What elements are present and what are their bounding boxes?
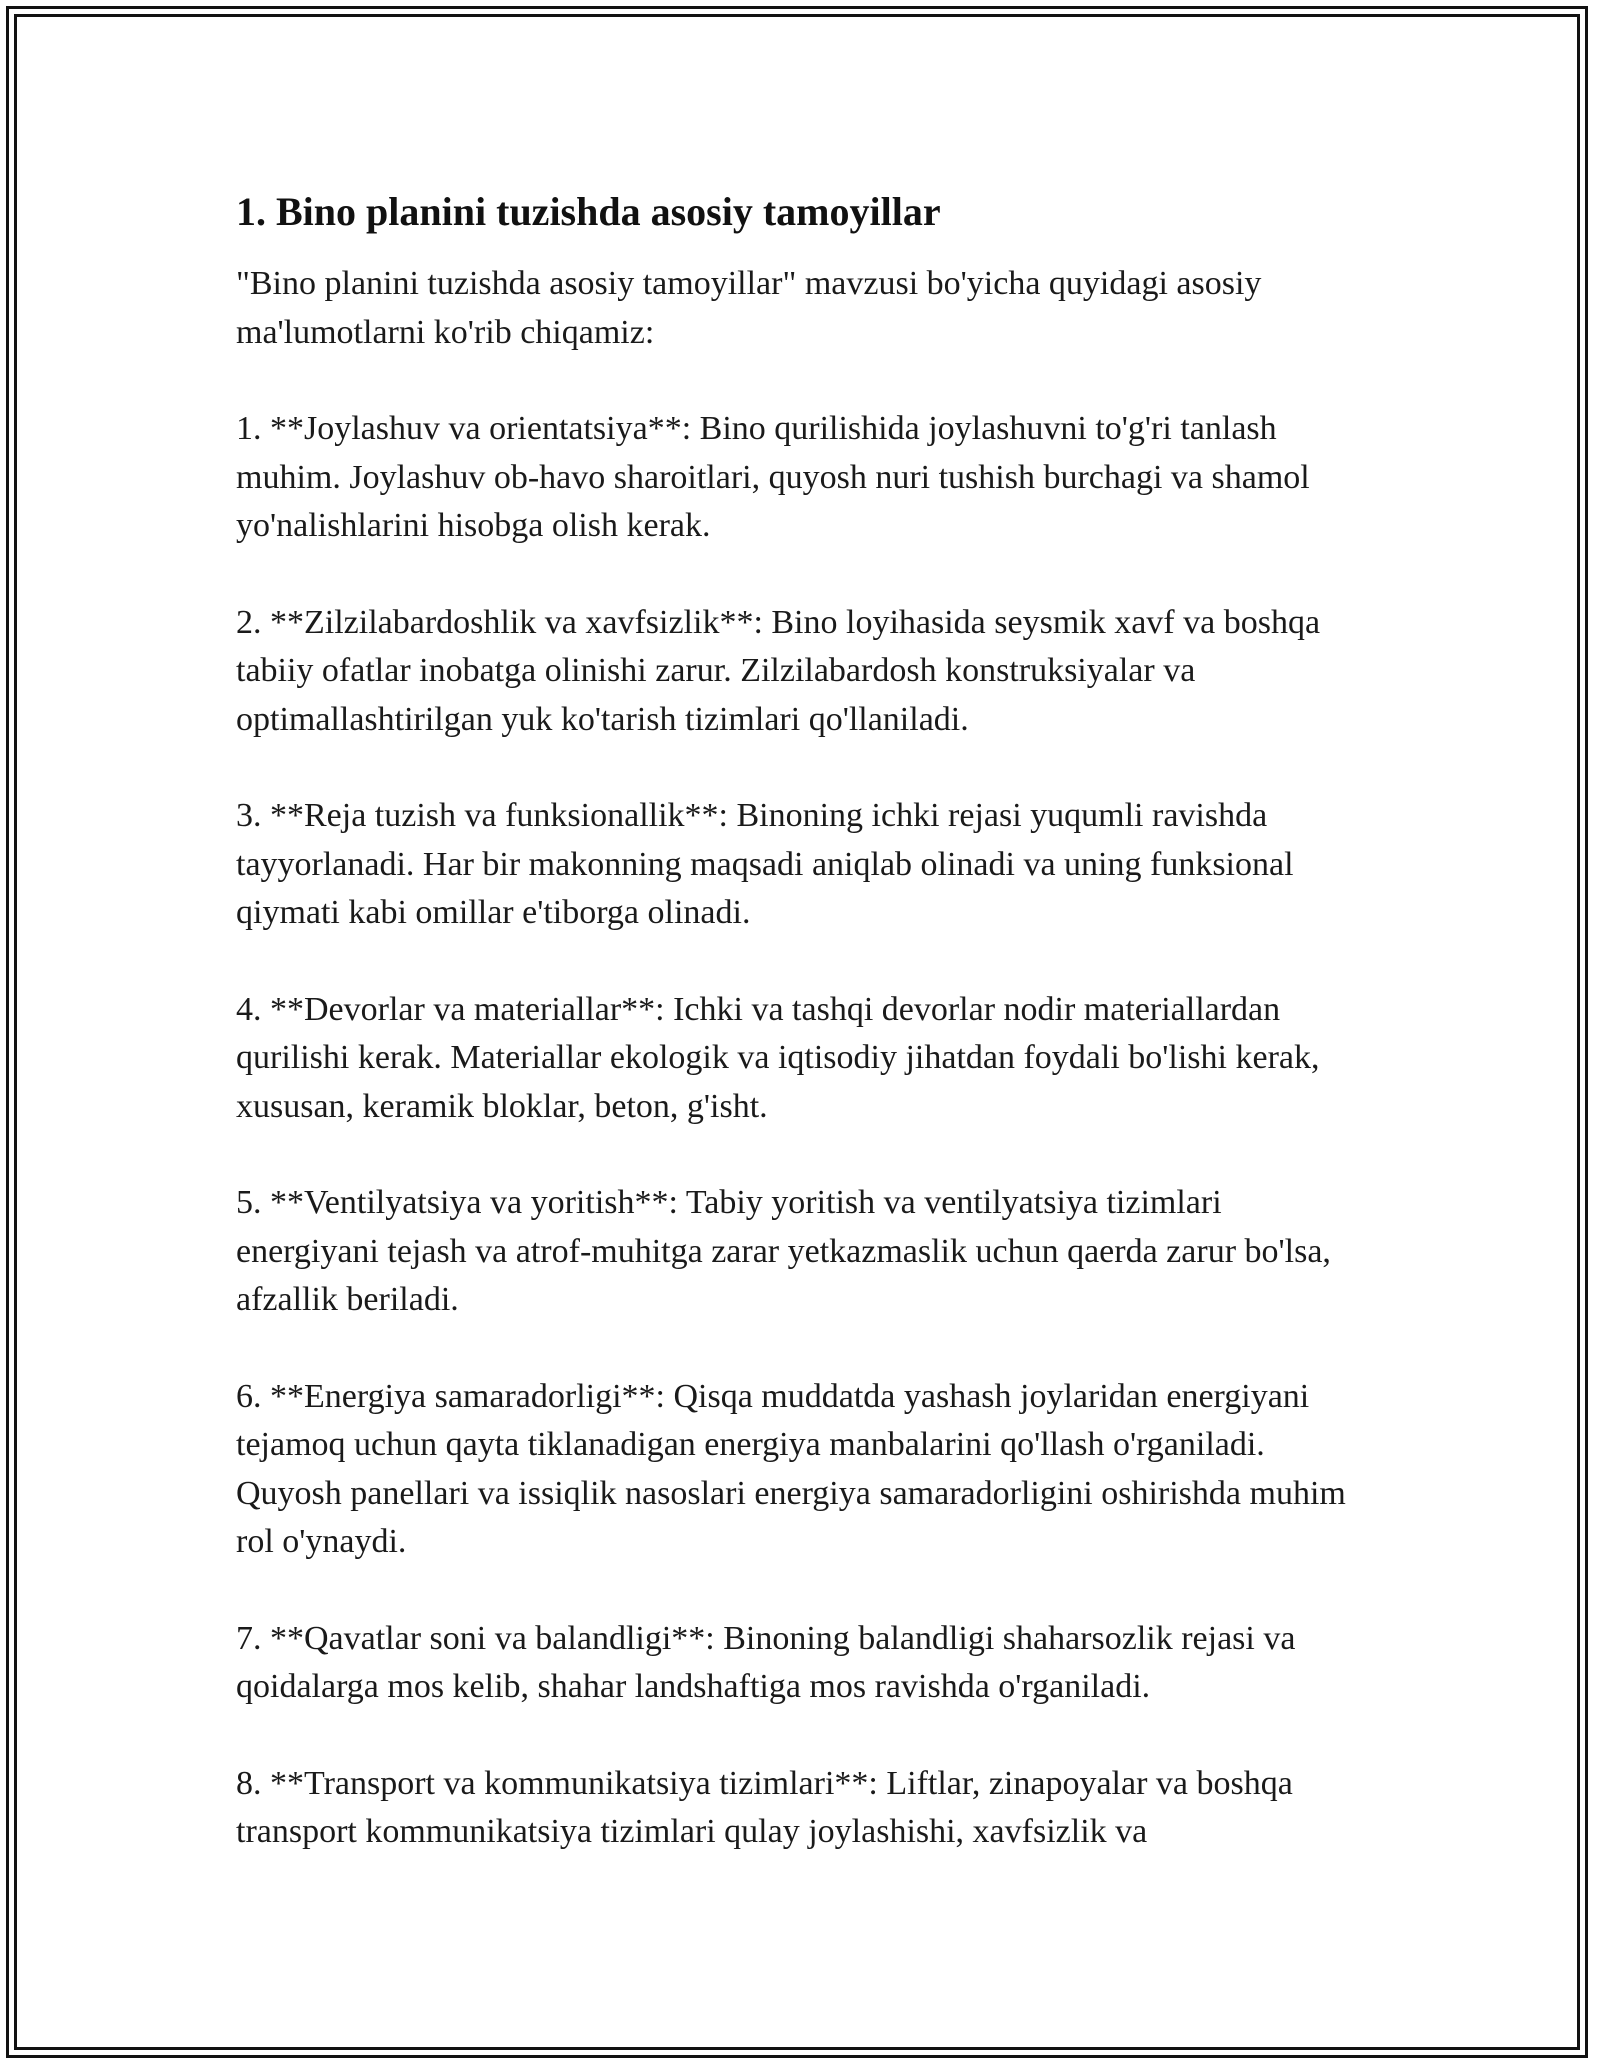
point-4: 4. **Devorlar va materiallar**: Ichki va tashqi devorlar nodir materiallardan qurilishi kerak. Materiallar ekologik va iqtisodiy jihatdan foydali bo'lishi kerak, xususan, keramik bloklar, beton, g'isht. <box>236 990 1320 1125</box>
point-3: 3. **Reja tuzish va funksionallik**: Binoning ichki rejasi yuqumli ravishda tayyorlanadi. Har bir makonning maqsadi aniqlab olinadi va uning funksional qiymati kabi omillar e'tiborga olinadi. <box>236 797 1294 931</box>
point-6: 6. **Energiya samaradorligi**: Qisqa muddatda yashash joylaridan energiyani tejamoq uchun qayta tiklanadigan energiya manbalarini qo'llash o'rganiladi. Quyosh panellari va issiqlik nasoslari energiya samaradorligini oshirishda muhim rol o'ynaydi. <box>236 1377 1346 1560</box>
document-title: 1. Bino planini tuzishda asosiy tamoyillar <box>236 189 941 234</box>
point-2: 2. **Zilzilabardoshlik va xavfsizlik**: Bino loyihasida seysmik xavf va boshqa tabiiy ofatlar inobatga olinishi zarur. Zilzilabardosh konstruksiyalar va optimallashtirilgan yuk ko'tarish tizimlari qo'llaniladi. <box>236 603 1321 738</box>
point-5: 5. **Ventilyatsiya va yoritish**: Tabiy yoritish va ventilyatsiya tizimlari energiyani tejash va atrof-muhitga zarar yetkazmaslik uchun qaerda zarur bo'lsa, afzallik beriladi. <box>236 1184 1331 1318</box>
intro-paragraph: "Bino planini tuzishda asosiy tamoyillar" mavzusi bo'yicha quyidagi asosiy ma'lumotlarni ko'rib chiqamiz: <box>236 265 1262 351</box>
point-1: 1. **Joylashuv va orientatsiya**: Bino qurilishida joylashuvni to'g'ri tanlash muhim. Joylashuv ob-havo sharoitlari, quyosh nuri tushish burchagi va shamol yo'nalishlarini hisobga olish kerak. <box>236 410 1310 544</box>
point-7: 7. **Qavatlar soni va balandligi**: Binoning balandligi shaharsozlik rejasi va qoidalarga mos kelib, shahar landshaftiga mos ravishda o'rganiladi. <box>236 1619 1296 1705</box>
document-body <box>236 186 1366 1905</box>
point-8: 8. **Transport va kommunikatsiya tizimlari**: Liftlar, zinapoyalar va boshqa transport kommunikatsiya tizimlari qulay joylashishi, xavfsizlik va <box>236 1764 1293 1850</box>
